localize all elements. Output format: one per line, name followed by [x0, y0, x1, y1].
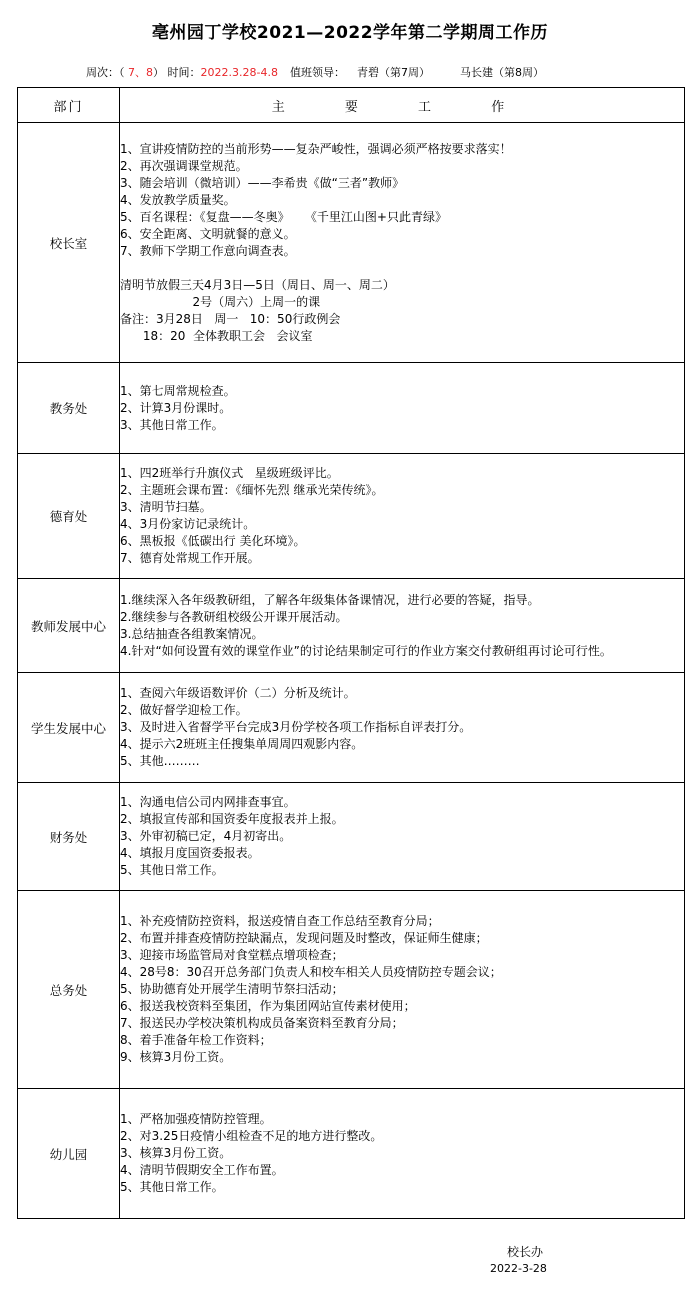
week-close: ）	[153, 66, 164, 79]
work-item: 4、28号8：30召开总务部门负责人和校车相关人员疫情防控专题会议；	[120, 965, 502, 979]
work-content-kindergarten	[120, 1089, 685, 1219]
work-content-student-development	[120, 673, 685, 783]
work-content-finance-office	[120, 783, 685, 891]
work-item: 3、迎接市场监管局对食堂糕点增项检查；	[120, 948, 344, 962]
duty-week7: 青碧（第7周）	[356, 66, 430, 79]
table-row	[18, 454, 685, 579]
work-content-general-affairs	[120, 891, 685, 1089]
work-item: 1、查阅六年级语数评价（二）分析及统计。	[120, 686, 356, 700]
dept-moral-education: 德育处	[18, 454, 120, 579]
work-item: 5、百名课程：《复盘——冬奥》 《千里江山图+只此青绿》	[120, 209, 447, 224]
work-item: 3、及时进入省督学平台完成3月份学校各项工作指标自评表打分。	[120, 720, 472, 734]
dept-general-affairs: 总务处	[18, 891, 120, 1089]
work-item: 4、填报月度国资委报表。	[120, 846, 260, 860]
col-header-work: 主 要 工 作	[120, 88, 685, 123]
table-row	[18, 673, 685, 783]
table-row	[18, 891, 685, 1089]
work-item: 4、提示六2班班主任搜集单周周四观影内容。	[120, 737, 364, 751]
work-item: 4、3月份家访记录统计。	[120, 517, 256, 531]
page-title: 亳州园丁学校2021—2022学年第二学期周工作历	[151, 23, 549, 43]
work-item: 7、德育处常规工作开展。	[120, 551, 260, 565]
week-label: 周次：（	[86, 66, 125, 79]
work-item	[120, 260, 684, 277]
work-item: 5、其他日常工作。	[120, 1180, 224, 1194]
work-item: 1、四2班举行升旗仪式 星级班级评比。	[120, 466, 339, 480]
work-item: 清明节放假三天4月3日—5日（周日、周一、周二）	[120, 277, 395, 292]
work-item: 2、填报宣传部和国资委年度报表并上报。	[120, 812, 344, 826]
work-item: 2、计算3月份课时。	[120, 400, 232, 415]
work-item: 2、再次强调课堂规范。	[120, 158, 248, 173]
work-item: 2、做好督学迎检工作。	[120, 703, 248, 717]
table-header-row	[18, 88, 685, 123]
table-row	[18, 123, 685, 363]
work-item: 1、补充疫情防控资料，报送疫情自查工作总结至教育分局；	[120, 914, 440, 928]
work-item: 5、其他日常工作。	[120, 863, 224, 877]
work-item: 18：20 全体教职工会 会议室	[120, 328, 313, 343]
time-label: 时间：	[167, 66, 201, 79]
work-item: 5、协助德育处开展学生清明节祭扫活动；	[120, 982, 344, 996]
work-item: 3、核算3月份工资。	[120, 1146, 232, 1160]
work-item: 3、随会培训（微培训）——李希贵《做“三者”教师》	[120, 175, 405, 190]
work-item: 6、报送我校资料至集团，作为集团网站宣传素材使用；	[120, 999, 416, 1013]
work-item: 1、第七周常规检查。	[120, 383, 236, 398]
work-item: 5、其他………	[120, 754, 200, 768]
work-calendar-table	[17, 87, 685, 1219]
work-item: 备注：3月28日 周一 10：50行政例会	[120, 311, 341, 326]
work-item: 3.总结抽查各组教案情况。	[120, 626, 264, 641]
work-item: 8、着手准备年检工作资料；	[120, 1033, 272, 1047]
work-item: 2、主题班会课布置：《缅怀先烈 继承光荣传统》。	[120, 483, 384, 497]
work-item: 6、黑板报《低碳出行 美化环境》。	[120, 534, 306, 548]
dept-teacher-development: 教师发展中心	[18, 579, 120, 673]
work-content-academic-affairs	[120, 363, 685, 454]
footer-date: 2022-3-28	[490, 1262, 547, 1275]
duty-week8: 马长建（第8周）	[459, 66, 544, 79]
work-item: 6、安全距离、文明就餐的意义。	[120, 226, 296, 241]
footer-office: 校长办	[507, 1245, 544, 1259]
time-value: 2022.3.28-4.8	[200, 66, 278, 79]
dept-finance-office: 财务处	[18, 783, 120, 891]
work-content-moral-education	[120, 454, 685, 579]
table-row	[18, 579, 685, 673]
work-content-teacher-development	[120, 579, 685, 673]
work-item: 3、外审初稿已定，4月初寄出。	[120, 829, 292, 843]
work-item: 2.继续参与各教研组校级公开课开展活动。	[120, 609, 348, 624]
dept-academic-affairs: 教务处	[18, 363, 120, 454]
work-item: 2、对3.25日疫情小组检查不足的地方进行整改。	[120, 1129, 383, 1143]
dept-principal-office: 校长室	[18, 123, 120, 363]
work-item: 1、严格加强疫情防控管理。	[120, 1112, 272, 1126]
work-item: 1.继续深入各年级教研组，了解各年级集体备课情况，进行必要的答疑，指导。	[120, 592, 540, 607]
work-item: 7、教师下学期工作意向调查表。	[120, 243, 296, 258]
work-item: 9、核算3月份工资。	[120, 1050, 232, 1064]
work-item: 2、布置并排查疫情防控缺漏点，发现问题及时整改，保证师生健康；	[120, 931, 488, 945]
work-item: 3、清明节扫墓。	[120, 500, 212, 514]
table-row	[18, 363, 685, 454]
work-item: 1、沟通电信公司内网排查事宜。	[120, 795, 296, 809]
work-item: 3、其他日常工作。	[120, 417, 224, 432]
table-row	[18, 1089, 685, 1219]
table-row	[18, 783, 685, 891]
work-content-principal-office	[120, 123, 685, 363]
work-item: 4.针对“如何设置有效的课堂作业”的讨论结果制定可行的作业方案交付教研组再讨论可行性。	[120, 643, 612, 658]
duty-label: 值班领导：	[289, 66, 345, 79]
col-header-dept: 部门	[18, 88, 120, 123]
dept-kindergarten: 幼儿园	[18, 1089, 120, 1219]
subheader	[86, 64, 544, 80]
dept-student-development: 学生发展中心	[18, 673, 120, 783]
work-item: 7、报送民办学校决策机构成员备案资料至教育分局；	[120, 1016, 404, 1030]
work-item: 4、清明节假期安全工作布置。	[120, 1163, 284, 1177]
work-item: 4、发放教学质量奖。	[120, 192, 236, 207]
work-item: 1、宣讲疫情防控的当前形势——复杂严峻性，强调必须严格按要求落实！	[120, 141, 512, 156]
week-value: 7、8	[124, 66, 153, 79]
work-item: 2号（周六）上周一的课	[120, 294, 321, 309]
